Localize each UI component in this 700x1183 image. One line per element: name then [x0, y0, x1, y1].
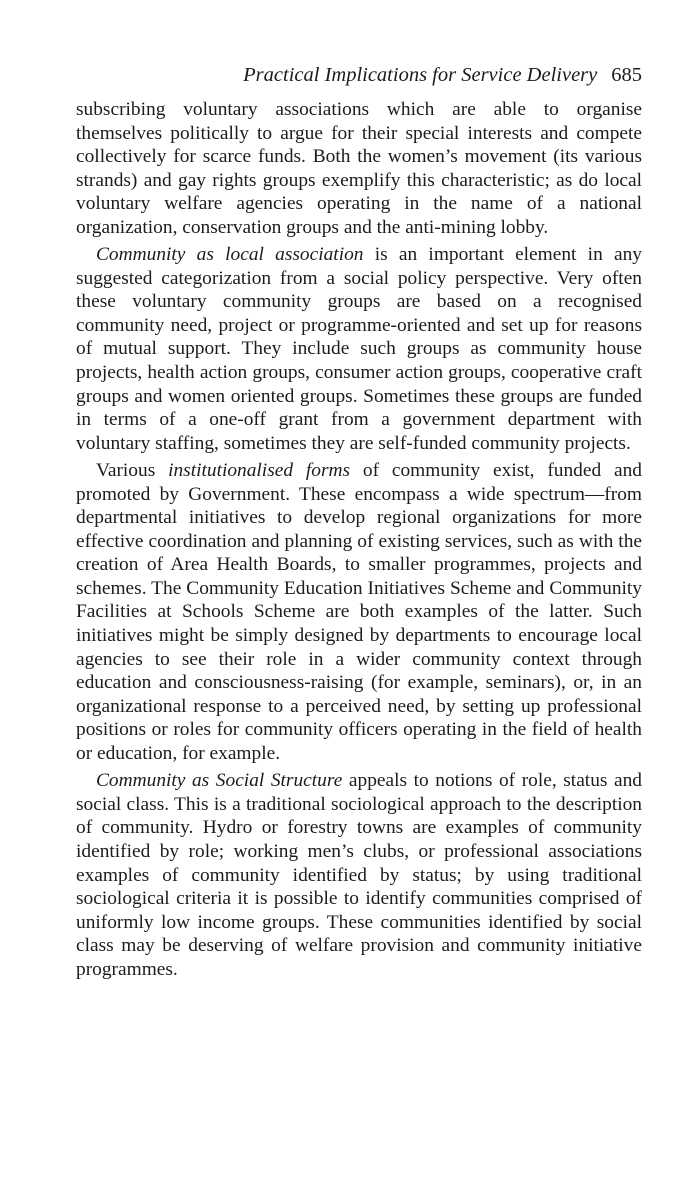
paragraph-text: subscribing voluntary associations which are able to organise themselves politically to argue for their special interests and compete collectively for scarce funds. Both the women’s movement (its various strands) and gay rights groups exemplify this characteristic; as do local voluntary welfare agencies operating in the name of a national organization, conservation groups and the anti-mining lobby.: [76, 99, 642, 238]
italic-term: Community as local association: [96, 244, 364, 266]
book-page: [76, 62, 642, 981]
paragraph-text: is an important element in any suggested categorization from a social policy perspective. Very often these voluntary community groups are based on a recognised community need, project or programme-oriented and set up for reasons of mutual support. They include such groups as community house projects, health action groups, consumer action groups, cooperative craft groups and women oriented groups. Sometimes these groups are funded in terms of a one-off grant from a government department with voluntary staffing, sometimes they are self-funded community projects.: [76, 244, 642, 454]
paragraph-text: Various: [96, 460, 169, 482]
italic-term: Community as Social Structure: [96, 770, 343, 792]
italic-term: institutionalised forms: [168, 460, 351, 482]
paragraph-social-structure: [76, 769, 642, 981]
body-text: [76, 98, 642, 981]
paragraph-continuation: [76, 98, 642, 239]
running-head: [76, 62, 642, 88]
paragraph-local-association: [76, 243, 642, 455]
page-number: 685: [611, 64, 642, 86]
paragraph-text: appeals to notions of role, status and social class. This is a traditional sociological approach to the description of community. Hydro or forestry towns are examples of community identified by role; working men’s clubs, or professional associations examples of community identified by status; by using traditional sociological criteria it is possible to identify communities comprised of uniformly low income groups. These communities identified by social class may be deserving of welfare provision and community initiative programmes.: [76, 770, 643, 980]
running-title: Practical Implications for Service Delivery: [243, 64, 598, 86]
paragraph-text: of community exist, funded and promoted by Government. These encompass a wide spectrum—from departmental initiatives to develop regional organizations for more effective coordination and planning of existing services, such as with the creation of Area Health Boards, to smaller programmes, projects and schemes. The Community Education Initiatives Scheme and Community Facilities at Schools Scheme are both examples of the latter. Such initiatives might be simply designed by departments to encourage local agencies to see their role in a wider community context through education and consciousness-raising (for example, seminars), or, in an organizational response to a perceived need, by setting up professional positions or roles for community officers operating in the field of health or education, for example.: [76, 460, 643, 764]
paragraph-institutionalised-forms: [76, 459, 642, 765]
